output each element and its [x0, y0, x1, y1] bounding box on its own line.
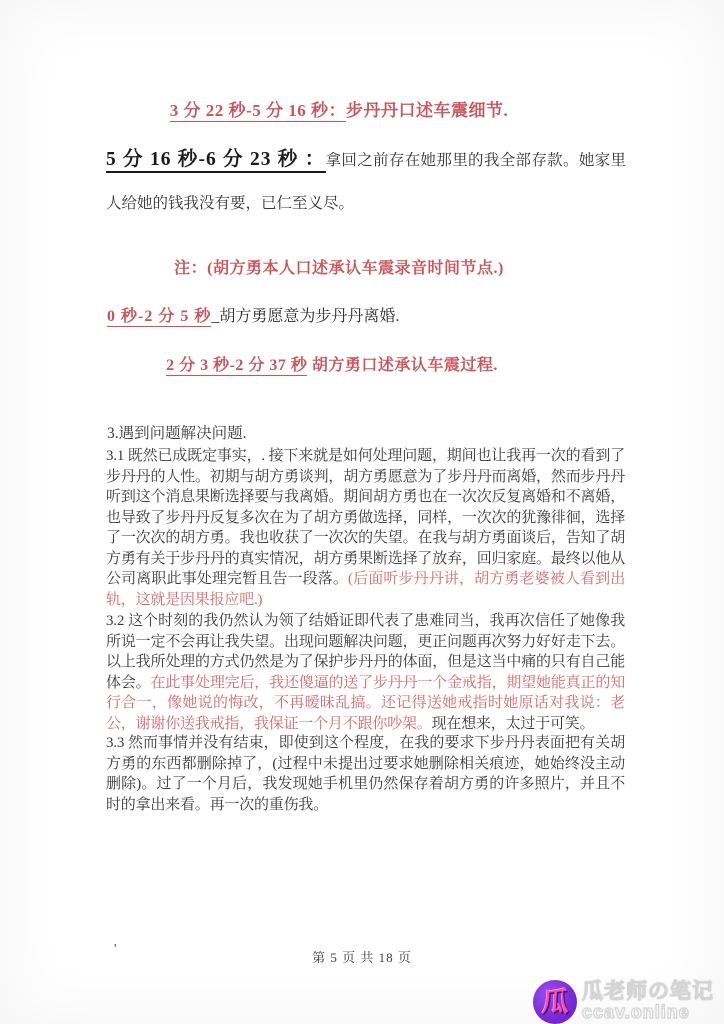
melon-glyph: 瓜	[540, 986, 570, 1017]
paragraph-3-1	[106, 446, 625, 610]
paragraph-red-note: 在此事处理完后，我还傻逼的送了步丹丹一个金戒指，期望她能真正的知行合一，像她说的悔改，不再暧昧乱搞。还记得送她戒指时她原话对我说：老公，谢谢你送我戒指，我保证一个月不跟你吵架。	[106, 674, 626, 732]
entry-0s	[107, 303, 399, 326]
entry-5m16s	[106, 138, 626, 225]
entry-text: 拿回之前存在她那里的我全部存款。她家里人给她的钱我没有要，已仁至义尽。	[106, 152, 626, 212]
paragraph-3-2	[106, 611, 625, 734]
watermark-title: 瓜老师の笔记	[582, 980, 714, 1003]
page-number-indicator: 第 5 页 共 18 页	[312, 950, 412, 965]
paragraph-text: 3.1 既然已成既定事实，. 接下来就是如何处理问题，期间也让我再一次的看到了步丹丹的人性。初期与胡方勇谈判，胡方勇愿意为了步丹丹而离婚，然而步丹丹听到这个消息果断选择要与我离婚。期间胡方勇也在一次次反复离婚和不离婚，也导致了步丹丹反复多次在为了胡方勇做选择，同样，一次次的犹豫徘徊，选择了一次次的胡方勇。我也收获了一次次的失望。在我与胡方勇面谈后，告知了胡方勇有关于步丹丹的真实情况，胡方勇果断选择了放弃，回归家庭。最终以他从公司离职此事处理完暂且告一段落。	[106, 448, 625, 587]
heading-text: 步丹丹口述车震细节.	[345, 101, 509, 120]
paragraph-text: 现在想来，太过于可笑。	[431, 715, 595, 732]
timestamp-range: 2 分 3 秒-2 分 37 秒	[166, 357, 308, 374]
entry-2m3s	[0, 352, 664, 375]
entry-text: _胡方勇愿意为步丹丹离婚.	[211, 308, 400, 325]
heading-timestamp-3m22s	[0, 96, 678, 121]
entry-text: 胡方勇口述承认车震过程.	[307, 357, 498, 374]
timestamp-range: 0 秒-2 分 5 秒	[107, 308, 212, 325]
timestamp-range: 3 分 22 秒-5 分 16 秒：	[169, 101, 346, 120]
timestamp-range: 5 分 16 秒-6 分 23 秒 ：	[106, 149, 326, 173]
paragraph-red-note: (后面听步丹丹讲，胡方勇老婆被人看到出轨，这就是因果报应吧.)	[106, 571, 625, 608]
stray-mark: '	[114, 942, 117, 957]
note-line: 注：(胡方勇本人口述承认车震录音时间节点.)	[174, 260, 504, 277]
watermark-text	[582, 981, 714, 1022]
paragraph-3-3	[106, 733, 625, 815]
paragraph-text: 3.2 这个时刻的我仍然认为领了结婚证即代表了患难同当，我再次信任了她像我所说一定不会再让我失望。出现问题解决问题，更正问题再次努力好好走下去。以上我所处理的方式仍然是为了保护步丹丹的体面，但是这当中痛的只有自己能体会。	[106, 613, 625, 691]
section-3-title: 3.遇到问题解决问题.	[107, 425, 247, 442]
watermark-logo-icon	[533, 980, 577, 1024]
paragraph-text: 3.3 然而事情并没有结束，即使到这个程度，在我的要求下步丹丹表面把有关胡方勇的东西都删除掉了，(过程中未提出过要求她删除相关痕迹，她始终没主动删除)。过了一个月后，我发现她手机里仍然保存着胡方勇的许多照片，并且不时的拿出来看。再一次的重伤我。	[106, 735, 625, 813]
watermark-site-url: ccav.online	[582, 1002, 690, 1022]
